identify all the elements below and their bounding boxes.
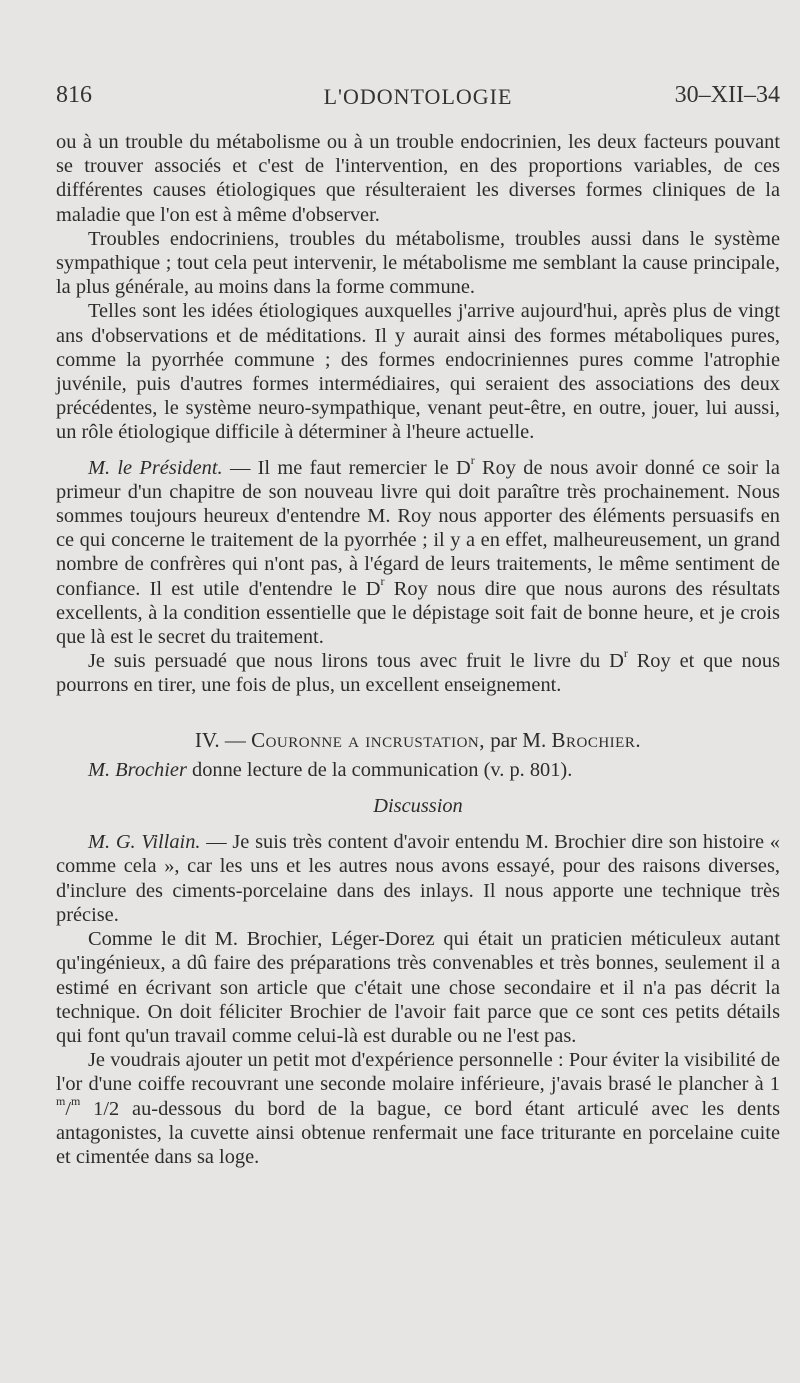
journal-title: L'ODONTOLOGIE — [323, 84, 513, 109]
superscript: r — [623, 646, 628, 661]
speaker-president: M. le Président. — [88, 456, 223, 479]
section-title: Couronne a incrustation, — [251, 727, 485, 752]
text-segment: Roy de nous avoir donné ce soir la primeur d'un chapitre de son nouveau livre qui doit paraître très prochainement. Nous sommes toujours heureux d'entendre M. Roy nous apporter des éléments persuasifs en ce qui concerne le traitement de la pyorrhée ; il y a en effet, malheureusement, un grand nombre de confrères qui n'ont pas, à l'égard de leurs traitements, le même sentiment de confiance. Il est utile d'entendre le D — [56, 456, 780, 600]
text-segment: Roy nous dire que nous aurons des résultats excellents, à la condition essentielle que le dépistage soit fait de bonne heure, et je crois que là est le secret du traitement. — [56, 577, 781, 649]
speaker-brochier: M. Brochier — [88, 758, 187, 781]
section-author: Brochier. — [551, 727, 642, 752]
superscript: r — [380, 573, 385, 588]
text-segment: — Il me faut remercier le D — [222, 456, 471, 479]
speaker-villain: M. G. Villain. — [88, 831, 201, 854]
running-header — [56, 82, 780, 116]
superscript: m — [71, 1093, 81, 1108]
text-segment: Je suis persuadé que nous lirons tous avec fruit le livre du D — [88, 650, 624, 673]
superscript: r — [470, 452, 475, 467]
discussion-heading: Discussion — [373, 795, 463, 818]
paragraph-villain — [56, 830, 780, 927]
section-number: IV. — — [194, 727, 252, 752]
text-segment: Je voudrais ajouter un petit mot d'expérience personnelle : Pour éviter la visibilité de l'or d'une coiffe recouvrant une seconde molaire inférieure, j'avais brasé le plancher à 1 — [56, 1049, 780, 1096]
paragraph-9 — [56, 1048, 780, 1169]
text-segment: donne lecture de la communication (v. p. 801). — [186, 758, 573, 781]
article-body — [56, 130, 780, 1169]
page-number: 816 — [56, 82, 92, 108]
paragraph-8: Comme le dit M. Brochier, Léger-Dorez qui était un praticien méticuleux autant qu'ingénieux, a dû faire des préparations très convenables et très bonnes, seulement il a estimé en écrivant son article que c'était une chose secondaire et il n'a pas décrit la technique. On doit féliciter Brochier de l'avoir fait parce que ce sont ces petits détails qui font qu'un travail comme celui-là est durable ou ne l'est pas. — [56, 928, 780, 1047]
text-segment: Roy et que nous pourrons en tirer, une fois de plus, un excellent enseignement. — [56, 650, 781, 697]
paragraph-5 — [56, 646, 781, 697]
superscript: m — [56, 1093, 66, 1108]
paragraph-president — [56, 452, 781, 650]
text-segment: 1/2 au-dessous du bord de la bague, ce bord étant articulé avec les dents antagonistes, la cuvette ainsi obtenue renfermait une face triturante en porcelaine cuite et cimentée dans sa loge. — [56, 1097, 780, 1168]
issue-date: 30–XII–34 — [674, 82, 780, 108]
paragraph-brochier — [56, 758, 780, 782]
section-heading — [56, 728, 780, 752]
fraction-slash: / — [65, 1097, 72, 1120]
paragraph-3: Telles sont les idées étiologiques auxquelles j'arrive aujourd'hui, après plus de vingt ans d'observations et de méditations. Il y aurait ainsi des formes métaboliques pures, comme la pyorrhée commune ; des formes endocriniennes pures comme l'atrophie juvénile, puis d'autres formes intermédiaires, qui seraient des associations des deux précédentes, le système neuro-sympathique, venant peut-être, en outre, jouer, lui aussi, un rôle étiologique difficile à déterminer à l'heure actuelle. — [56, 300, 780, 444]
section-by: par M. — [484, 727, 552, 752]
paragraph-2: Troubles endocriniens, troubles du métabolisme, troubles aussi dans le système sympathique ; tout cela peut intervenir, le métabolisme me semblant la cause principale, la plus générale, au moins dans la forme commune. — [56, 227, 780, 299]
text-segment: — Je suis très content d'avoir entendu M. Brochier dire son histoire « comme cela », car les uns et les autres nous avons essayé, pour des raisons diverses, d'inclure des ciments-porcelaine dans des inlays. Il nous apporte une technique très précise. — [56, 831, 780, 926]
paragraph-1: ou à un trouble du métabolisme ou à un trouble endocrinien, les deux facteurs pouvant se trouver associés et c'est de l'intervention, en des proportions variables, de ces différentes causes étiologiques que résulteraient les diverses formes cliniques de la maladie que l'on est à même d'observer. — [56, 131, 780, 226]
